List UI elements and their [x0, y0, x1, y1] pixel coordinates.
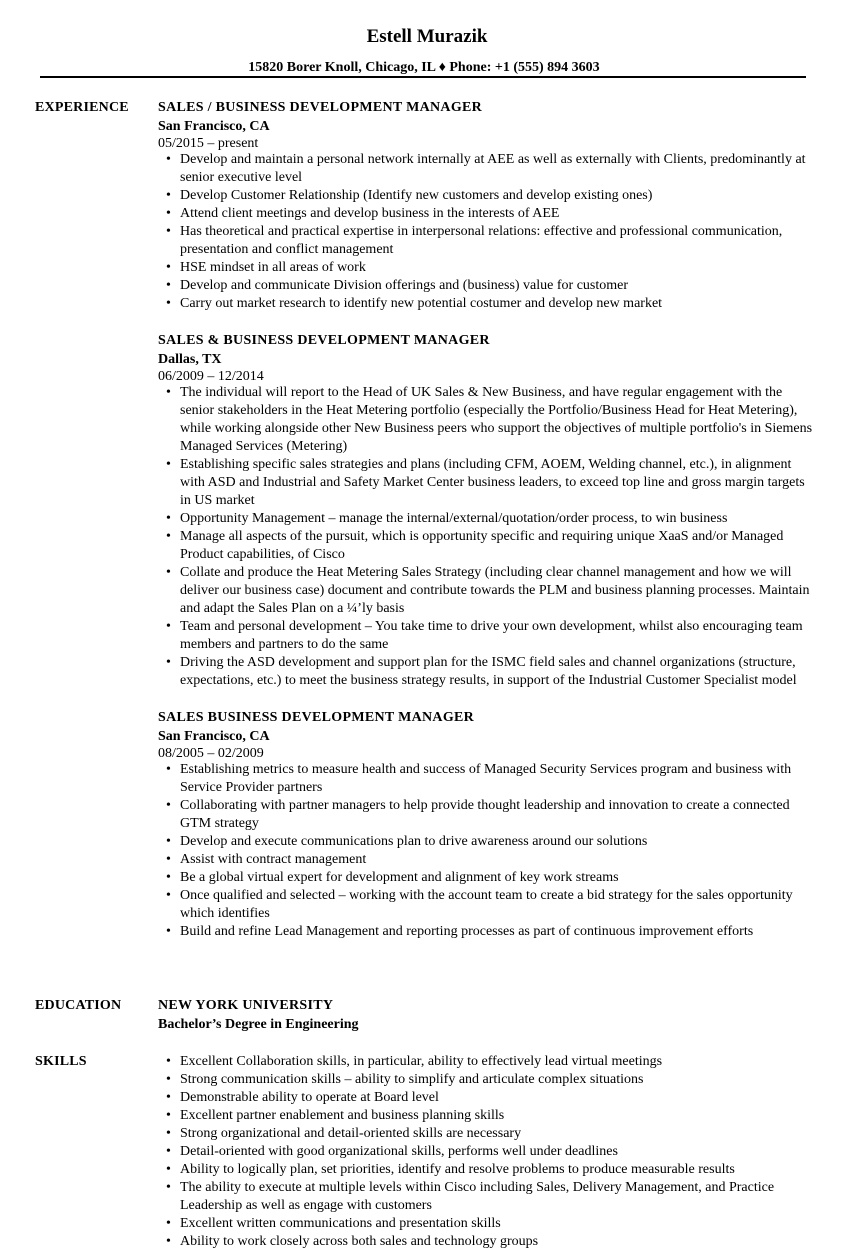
- job-dates: 08/2005 – 02/2009: [158, 746, 264, 761]
- job-dates: 05/2015 – present: [158, 136, 259, 151]
- bullet-item: • Attend client meetings and develop business in the interests of AEE: [180, 205, 818, 223]
- job-entry: [158, 99, 818, 313]
- bullet-item: • Develop and execute communications plan to drive awareness around our solutions: [180, 833, 818, 851]
- job-location: San Francisco, CA: [158, 119, 270, 134]
- bullet-item: • Ability to logically plan, set priorities, identify and resolve problems to produce measurable results: [180, 1161, 818, 1179]
- bullet-item: • Has theoretical and practical expertise in interpersonal relations: effective and professional communication, presentation and conflict management: [180, 223, 818, 259]
- bullet-item: • Demonstrable ability to operate at Board level: [180, 1089, 818, 1107]
- job-bullets: [158, 761, 818, 941]
- bullet-item: • Collaborating with partner managers to help provide thought leadership and innovation to create a connected GTM strategy: [180, 797, 818, 833]
- header-divider: [40, 76, 806, 78]
- bullet-item: • Ability to work closely across both sales and technology groups: [180, 1233, 818, 1251]
- education-school: NEW YORK UNIVERSITY: [158, 998, 334, 1013]
- job-title: SALES & BUSINESS DEVELOPMENT MANAGER: [158, 333, 490, 348]
- bullet-item: • Strong communication skills – ability to simplify and articulate complex situations: [180, 1071, 818, 1089]
- bullet-item: • Establishing metrics to measure health and success of Managed Security Services program and business with Service Provider partners: [180, 761, 818, 797]
- job-location: San Francisco, CA: [158, 729, 270, 744]
- bullet-item: • Detail-oriented with good organizational skills, performs well under deadlines: [180, 1143, 818, 1161]
- contact-line: 15820 Borer Knoll, Chicago, IL ♦ Phone: +1 (555) 894 3603: [248, 60, 600, 75]
- job-title: SALES BUSINESS DEVELOPMENT MANAGER: [158, 710, 475, 725]
- bullet-item: • Develop Customer Relationship (Identify new customers and develop existing ones): [180, 187, 818, 205]
- bullet-item: • Strong organizational and detail-oriented skills are necessary: [180, 1125, 818, 1143]
- skills-body: [158, 1053, 818, 1251]
- job-bullets: [158, 384, 818, 690]
- bullet-item: • The ability to execute at multiple levels within Cisco including Sales, Delivery Management, and Practice Leadership as well as engage with customers: [180, 1179, 818, 1215]
- section-label-experience: EXPERIENCE: [35, 100, 129, 115]
- job-dates: 06/2009 – 12/2014: [158, 369, 264, 384]
- job-entry: [158, 709, 818, 941]
- bullet-item: • Be a global virtual expert for development and alignment of key work streams: [180, 869, 818, 887]
- education-body: [158, 997, 818, 1034]
- bullet-item: • Once qualified and selected – working with the account team to create a bid strategy for the sales opportunity which identifies: [180, 887, 818, 923]
- job-title: SALES / BUSINESS DEVELOPMENT MANAGER: [158, 100, 483, 115]
- skills-list: [158, 1053, 818, 1251]
- bullet-item: • Build and refine Lead Management and reporting processes as part of continuous improvement efforts: [180, 923, 818, 941]
- bullet-item: • Excellent partner enablement and business planning skills: [180, 1107, 818, 1125]
- section-label-education: EDUCATION: [35, 998, 122, 1013]
- job-location: Dallas, TX: [158, 352, 222, 367]
- bullet-item: • Opportunity Management – manage the internal/external/quotation/order process, to win business: [180, 510, 818, 528]
- bullet-item: • Manage all aspects of the pursuit, which is opportunity specific and requiring unique XaaS and/or Managed Product capabilities, of Cisco: [180, 528, 818, 564]
- experience-list: [158, 99, 818, 960]
- bullet-item: • Team and personal development – You take time to drive your own development, whilst also encouraging team members and partners to do the same: [180, 618, 818, 654]
- bullet-item: • HSE mindset in all areas of work: [180, 259, 818, 277]
- bullet-item: • Collate and produce the Heat Metering Sales Strategy (including clear channel management and how we will deliver our business case) document and contribute towards the PLM and business planning processes. Maintain and adapt the Sales Plan on a ¼’ly basis: [180, 564, 818, 618]
- bullet-item: • Excellent written communications and presentation skills: [180, 1215, 818, 1233]
- bullet-item: • Driving the ASD development and support plan for the ISMC field sales and channel organizations (structure, expectations, etc.) to meet the business strategy results, in support of the Industrial Customer Specialist model: [180, 654, 818, 690]
- education-degree: Bachelor’s Degree in Engineering: [158, 1017, 359, 1032]
- candidate-name: Estell Murazik: [366, 26, 488, 47]
- bullet-item: • Develop and communicate Division offerings and (business) value for customer: [180, 277, 818, 295]
- bullet-item: • Assist with contract management: [180, 851, 818, 869]
- job-entry: [158, 332, 818, 690]
- job-bullets: [158, 151, 818, 313]
- bullet-item: • The individual will report to the Head of UK Sales & New Business, and have regular engagement with the senior stakeholders in the Heat Metering portfolio (especially the Portfolio/Business Head for Heat Metering), while working alongside other New Business peers who support the objectives of multiple portfolio's in Siemens Managed Services (Metering): [180, 384, 818, 456]
- section-label-skills: SKILLS: [35, 1054, 87, 1069]
- bullet-item: • Carry out market research to identify new potential costumer and develop new market: [180, 295, 818, 313]
- bullet-item: • Establishing specific sales strategies and plans (including CFM, AOEM, Welding channel, etc.), in alignment with ASD and Industrial and Safety Market Center business leaders, to exceed top line and gross margin targets in US market: [180, 456, 818, 510]
- bullet-item: • Develop and maintain a personal network internally at AEE as well as externally with Clients, predominantly at senior executive level: [180, 151, 818, 187]
- bullet-item: • Excellent Collaboration skills, in particular, ability to effectively lead virtual meetings: [180, 1053, 818, 1071]
- resume-header: [0, 26, 860, 75]
